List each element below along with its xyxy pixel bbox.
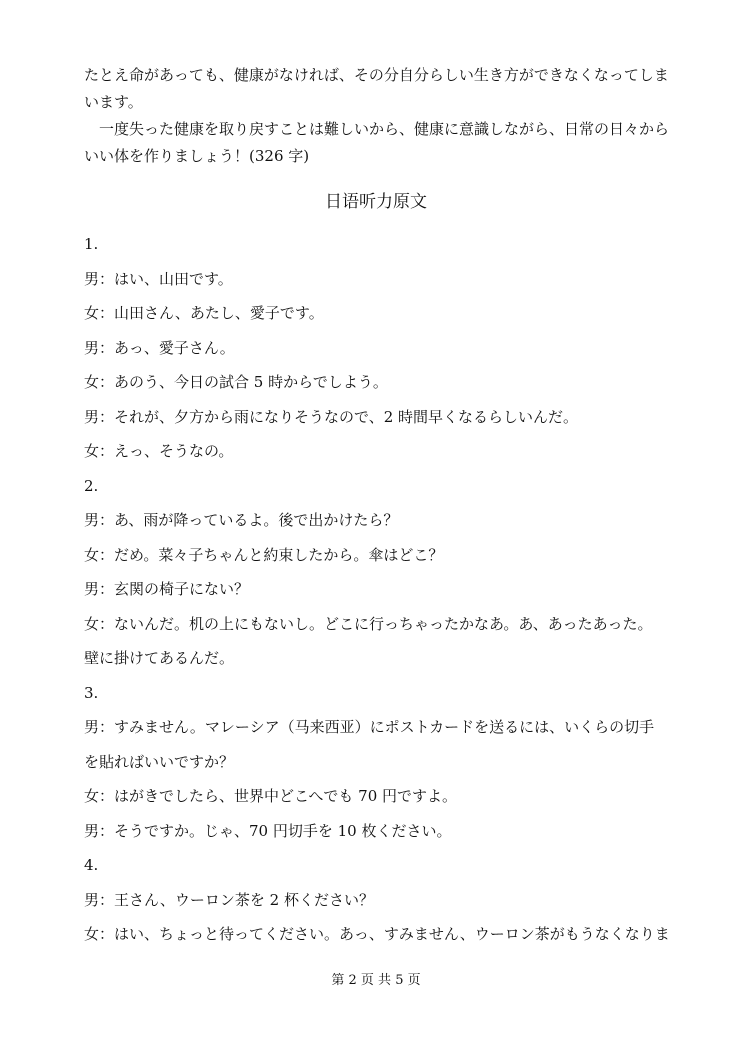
dialogue-line: を貼ればいいですか？ [84,752,235,771]
dialogue-line: 男：そうですか。じゃ、70 円切手を 10 枚ください。 [84,821,452,840]
dialogue-line: 女：ないんだ。机の上にもないし。どこに行っちゃったかなあ。あ、あったあった。 [84,614,653,633]
intro-paragraph-1: たとえ命があっても、健康がなければ、その分自分らしい生き方ができなくなってしまいます。 [84,66,669,111]
dialogue-line: 男：はい、山田です。 [84,269,233,288]
dialogue-line: 男：王さん、ウーロン茶を 2 杯ください？ [84,890,374,909]
page-number-footer: 第 2 页 共 5 页 [331,973,421,988]
dialogue-line: 女：はがきでしたら、世界中どこへでも 70 円ですよ。 [84,787,458,805]
dialogue-line: 3. [84,683,99,702]
dialogue-line: 2. [84,476,99,495]
dialogue-line: 男：あ、雨が降っているよ。後で出かけたら？ [84,511,399,529]
dialogue-line: 4. [84,856,99,874]
dialogue-line: 女：山田さん、あたし、愛子です。 [84,304,324,322]
dialogue-line: 女：だめ。菜々子ちゃんと約束したから。傘はどこ？ [84,545,444,564]
intro-paragraph-2: 一度失った健康を取り戻すことは難しいから、健康に意識しながら、日常の日々からいい体を作りましょう！(326 字) [84,120,670,165]
dialogue-line: 女：あのう、今日の試合 5 時からでしよう。 [84,373,388,391]
dialogue-line: 1. [84,235,99,253]
section-title: 日语听力原文 [325,192,427,212]
dialogue-line: 男：玄関の椅子にない？ [84,580,250,598]
dialogue-line: 女：えっ、そうなの。 [84,442,234,460]
dialogue-list [84,227,676,952]
dialogue-line: 男：それが、夕方から雨になりそうなので、2 時間早くなるらしいんだ。 [84,407,579,426]
dialogue-line: 女：はい、ちょっと待ってください。あっ、すみません、ウーロン茶がもうなくなりま [84,925,670,943]
dialogue-line: 男：すみません。マレーシア（马来西亚）にポストカードを送るには、いくらの切手 [84,718,655,736]
dialogue-line: 壁に掛けてあるんだ。 [84,649,235,667]
intro-text [84,62,674,170]
dialogue-line: 男：あっ、愛子さん。 [84,338,235,357]
